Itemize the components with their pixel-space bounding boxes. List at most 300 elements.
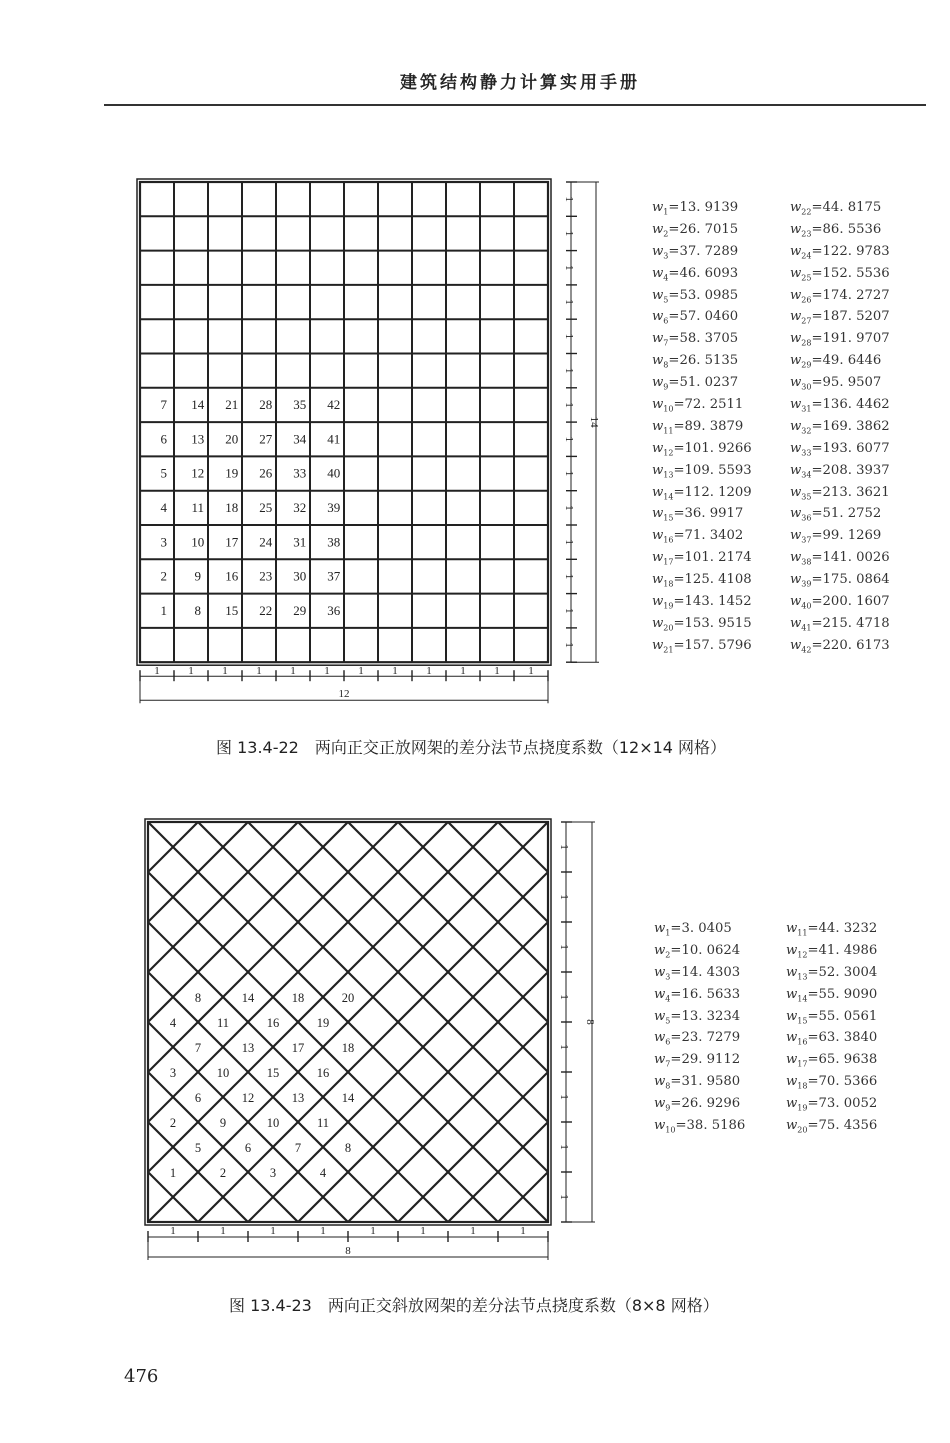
dimension-label: 1 — [563, 402, 575, 408]
node-number: 13 — [191, 431, 205, 447]
coefficient-index: 21 — [663, 645, 674, 655]
coefficient-index: 15 — [663, 514, 674, 524]
node-number: 11 — [191, 499, 205, 515]
dimension-label: 1 — [426, 665, 432, 678]
coefficient-item — [786, 1093, 877, 1115]
coefficient-item — [652, 525, 752, 547]
node-number: 10 — [266, 1116, 280, 1130]
node-number: 8 — [194, 602, 202, 618]
coefficient-index: 7 — [665, 1059, 671, 1069]
coefficient-index: 10 — [663, 404, 674, 414]
coefficient-symbol: w — [652, 265, 664, 281]
coefficient-value: =122. 9783 — [811, 243, 890, 259]
coefficient-value: =72. 2511 — [673, 397, 744, 413]
node-number: 6 — [194, 1091, 202, 1105]
coefficient-symbol: w — [654, 986, 666, 1002]
coefficient-symbol: w — [790, 200, 802, 215]
node-number: 24 — [259, 534, 273, 550]
coefficient-item — [790, 503, 890, 525]
coefficient-value: =95. 9507 — [811, 375, 882, 391]
node-number: 35 — [293, 397, 307, 413]
coefficient-value: =26. 5135 — [668, 353, 739, 369]
node-number: 37 — [327, 568, 341, 584]
node-number: 21 — [225, 397, 239, 413]
coefficient-symbol: w — [790, 506, 802, 522]
dimension-total: 12 — [338, 688, 350, 701]
node-number: 15 — [225, 602, 239, 618]
coefficient-value: =141. 0026 — [811, 550, 890, 566]
coefficient-symbol: w — [652, 615, 664, 631]
coefficient-index: 23 — [801, 229, 812, 239]
node-number: 20 — [225, 431, 239, 447]
node-number: 10 — [216, 1066, 230, 1080]
coefficient-index: 12 — [797, 950, 808, 960]
coefficient-value: =13. 9139 — [668, 200, 739, 215]
coefficient-symbol: w — [786, 1052, 798, 1068]
coefficient-value: =26. 7015 — [668, 221, 739, 237]
coefficient-value: =44. 8175 — [811, 200, 882, 215]
diagonal-line — [120, 822, 148, 1222]
dimension-label: 1 — [290, 665, 296, 678]
coefficient-index: 4 — [665, 994, 671, 1004]
coefficient-index: 18 — [797, 1081, 808, 1091]
coefficient-symbol: w — [790, 221, 802, 237]
coefficient-index: 11 — [797, 928, 808, 938]
node-number: 17 — [225, 534, 239, 550]
coefficient-value: =23. 7279 — [670, 1030, 741, 1046]
coefficient-symbol: w — [652, 375, 664, 391]
coefficient-item — [654, 940, 745, 962]
dimension-label: 1 — [558, 844, 570, 850]
coefficient-value: =51. 2752 — [811, 506, 882, 522]
coefficient-value: =14. 4303 — [670, 964, 741, 980]
coefficient-index: 40 — [801, 601, 812, 611]
coefficient-item — [652, 635, 752, 657]
coefficient-value: =208. 3937 — [811, 462, 890, 478]
coefficient-value: =86. 5536 — [811, 221, 882, 237]
dimension-label: 1 — [320, 1225, 326, 1237]
coefficient-index: 7 — [663, 338, 669, 348]
coefficient-item — [652, 263, 752, 285]
coefficient-index: 31 — [801, 404, 812, 414]
coefficient-value: =125. 4108 — [673, 572, 752, 588]
coefficient-symbol: w — [790, 462, 802, 478]
coefficient-symbol: w — [790, 594, 802, 610]
node-number: 10 — [191, 534, 205, 550]
coefficient-item — [786, 940, 877, 962]
coefficient-item — [652, 241, 752, 263]
coefficient-item — [790, 635, 890, 657]
page-number: 476 — [124, 1366, 159, 1387]
dimension-label: 1 — [563, 230, 575, 237]
coefficient-index: 6 — [663, 317, 669, 327]
coefficient-list-right — [786, 918, 877, 1137]
coefficient-symbol: w — [652, 287, 664, 303]
coefficient-value: =10. 0624 — [670, 942, 741, 958]
coefficient-symbol: w — [654, 1074, 666, 1090]
coefficient-index: 25 — [801, 273, 812, 283]
coefficient-item — [790, 525, 890, 547]
dimension-label: 1 — [563, 367, 575, 374]
dimension-label: 1 — [563, 299, 575, 305]
coefficient-symbol: w — [654, 1008, 666, 1024]
dimension-label: 1 — [222, 665, 228, 678]
node-number: 14 — [241, 991, 255, 1005]
node-number: 23 — [259, 568, 273, 584]
coefficient-item — [786, 1071, 877, 1093]
node-number: 25 — [259, 499, 273, 515]
coefficient-index: 28 — [801, 338, 812, 348]
node-number: 5 — [194, 1141, 202, 1155]
node-number: 15 — [266, 1066, 280, 1080]
coefficient-item — [652, 350, 752, 372]
node-number: 18 — [291, 991, 305, 1005]
coefficient-value: =52. 3004 — [807, 964, 878, 980]
coefficient-item — [654, 1049, 745, 1071]
node-number: 1 — [169, 1166, 177, 1180]
coefficient-item — [786, 1115, 877, 1137]
node-number: 8 — [194, 991, 202, 1005]
coefficient-symbol: w — [652, 572, 664, 588]
coefficient-value: =200. 1607 — [811, 594, 890, 610]
node-number: 29 — [293, 602, 307, 618]
coefficient-item — [654, 984, 745, 1006]
node-number: 2 — [219, 1166, 227, 1180]
node-number: 12 — [241, 1091, 255, 1105]
coefficient-item — [790, 306, 890, 328]
coefficient-item — [790, 416, 890, 438]
node-number: 5 — [160, 465, 168, 481]
coefficient-value: =109. 5593 — [673, 462, 752, 478]
coefficient-index: 38 — [801, 557, 812, 567]
coefficient-item — [652, 482, 752, 504]
coefficient-value: =13. 3234 — [670, 1008, 741, 1024]
coefficient-item — [654, 1027, 745, 1049]
node-number: 3 — [269, 1166, 277, 1180]
coefficient-item — [652, 460, 752, 482]
node-number: 13 — [291, 1091, 305, 1105]
node-number: 7 — [194, 1041, 202, 1055]
coefficient-symbol: w — [654, 964, 666, 980]
node-number: 19 — [225, 465, 239, 481]
coefficient-value: =174. 2727 — [811, 287, 890, 303]
coefficient-item — [652, 394, 752, 416]
node-number: 16 — [266, 1016, 280, 1030]
orthogonal-grid-figure — [120, 170, 620, 720]
coefficient-item — [790, 219, 890, 241]
coefficient-item — [652, 569, 752, 591]
dimension-label: 1 — [558, 1044, 570, 1050]
coefficient-index: 3 — [665, 972, 671, 982]
coefficient-item — [790, 285, 890, 307]
coefficient-symbol: w — [652, 550, 664, 566]
coefficient-item — [790, 460, 890, 482]
node-number: 7 — [294, 1141, 302, 1155]
node-number: 4 — [169, 1016, 177, 1030]
coefficient-symbol: w — [652, 506, 664, 522]
node-number: 20 — [341, 991, 355, 1005]
node-number: 6 — [244, 1141, 252, 1155]
coefficient-item — [652, 372, 752, 394]
coefficient-symbol: w — [790, 637, 802, 653]
coefficient-value: =215. 4718 — [811, 615, 890, 631]
coefficient-symbol: w — [790, 418, 802, 434]
coefficient-value: =29. 9112 — [670, 1052, 741, 1068]
dimension-label: 1 — [558, 944, 570, 950]
coefficient-value: =187. 5207 — [811, 309, 890, 325]
node-number: 28 — [259, 397, 273, 413]
coefficient-value: =152. 5536 — [811, 265, 890, 281]
node-number: 30 — [293, 568, 307, 584]
coefficient-index: 11 — [663, 426, 674, 436]
coefficient-value: =89. 3879 — [673, 418, 744, 434]
coefficient-value: =136. 4462 — [811, 397, 890, 413]
diagonal-grid-figure — [120, 805, 620, 1275]
coefficient-symbol: w — [652, 484, 664, 500]
coefficient-index: 14 — [663, 492, 674, 502]
dimension-label: 1 — [563, 573, 575, 580]
coefficient-value: =112. 1209 — [673, 484, 752, 500]
coefficient-symbol: w — [654, 1052, 666, 1068]
dimension-total: 8 — [584, 1019, 596, 1025]
coefficient-item — [652, 197, 752, 219]
node-number: 26 — [259, 465, 273, 481]
dimension-label: 1 — [558, 1194, 570, 1200]
coefficient-symbol: w — [652, 418, 664, 434]
node-number: 36 — [327, 602, 341, 618]
node-number: 41 — [327, 431, 341, 447]
coefficient-value: =38. 5186 — [675, 1118, 746, 1134]
node-number: 3 — [160, 534, 168, 550]
coefficient-index: 2 — [665, 950, 671, 960]
coefficient-value: =44. 3232 — [807, 921, 878, 936]
node-number: 4 — [319, 1166, 327, 1180]
coefficient-symbol: w — [790, 265, 802, 281]
coefficient-index: 42 — [801, 645, 812, 655]
coefficient-symbol: w — [790, 572, 802, 588]
coefficient-index: 41 — [801, 623, 812, 633]
coefficient-symbol: w — [654, 1030, 666, 1046]
diagonal-line — [120, 822, 348, 1222]
coefficient-symbol: w — [786, 1008, 798, 1024]
coefficient-item — [652, 613, 752, 635]
node-number: 39 — [327, 499, 341, 515]
coefficient-index: 35 — [801, 492, 812, 502]
coefficient-index: 33 — [801, 448, 812, 458]
coefficient-symbol: w — [786, 942, 798, 958]
coefficient-item — [654, 1093, 745, 1115]
coefficient-index: 20 — [797, 1125, 808, 1135]
coefficient-value: =57. 0460 — [668, 309, 739, 325]
coefficient-item — [652, 438, 752, 460]
coefficient-index: 20 — [663, 623, 674, 633]
coefficient-index: 19 — [663, 601, 674, 611]
diagonal-line — [120, 822, 148, 1222]
coefficient-value: =157. 5796 — [673, 637, 752, 653]
node-number: 42 — [327, 397, 341, 413]
coefficient-index: 5 — [663, 295, 669, 305]
coefficient-symbol: w — [652, 309, 664, 325]
coefficient-index: 12 — [663, 448, 674, 458]
coefficient-index: 19 — [797, 1103, 808, 1113]
node-number: 31 — [293, 534, 307, 550]
node-number: 6 — [160, 431, 168, 447]
coefficient-symbol: w — [790, 528, 802, 544]
coefficient-index: 29 — [801, 360, 812, 370]
coefficient-index: 16 — [797, 1038, 808, 1048]
node-number: 13 — [241, 1041, 255, 1055]
coefficient-item — [786, 1027, 877, 1049]
coefficient-symbol: w — [790, 615, 802, 631]
coefficient-value: =169. 3862 — [811, 418, 890, 434]
coefficient-symbol: w — [790, 440, 802, 456]
node-number: 2 — [169, 1116, 177, 1130]
dimension-total: 8 — [345, 1245, 351, 1257]
coefficient-index: 17 — [797, 1059, 808, 1069]
coefficient-index: 39 — [801, 579, 812, 589]
coefficient-symbol: w — [652, 462, 664, 478]
dimension-label: 1 — [470, 1225, 476, 1237]
coefficient-item — [786, 984, 877, 1006]
coefficient-symbol: w — [652, 637, 664, 653]
coefficient-item — [790, 372, 890, 394]
coefficient-value: =16. 5633 — [670, 986, 741, 1002]
dimension-label: 1 — [563, 196, 575, 202]
node-number: 3 — [169, 1066, 177, 1080]
dimension-label: 1 — [563, 333, 575, 340]
coefficient-item — [654, 1071, 745, 1093]
diagonal-line — [498, 822, 620, 1222]
coefficient-item — [652, 306, 752, 328]
diagonal-line — [120, 822, 348, 1222]
coefficient-symbol: w — [786, 986, 798, 1002]
dimension-total: 14 — [588, 416, 600, 428]
coefficient-value: =3. 0405 — [670, 921, 732, 936]
node-number: 14 — [191, 397, 205, 413]
coefficient-value: =71. 3402 — [673, 528, 744, 544]
coefficient-index: 3 — [663, 251, 669, 261]
node-number: 18 — [341, 1041, 355, 1055]
coefficient-item — [790, 438, 890, 460]
coefficient-symbol: w — [652, 594, 664, 610]
coefficient-value: =101. 9266 — [673, 440, 752, 456]
node-number: 1 — [160, 602, 168, 618]
coefficient-item — [790, 591, 890, 613]
coefficient-index: 37 — [801, 536, 812, 545]
coefficient-index: 26 — [801, 295, 812, 305]
coefficient-list-right — [790, 197, 890, 657]
dimension-label: 1 — [220, 1225, 226, 1237]
coefficient-index: 1 — [663, 207, 669, 217]
coefficient-value: =55. 0561 — [807, 1008, 878, 1024]
coefficient-index: 32 — [801, 426, 812, 436]
coefficient-item — [790, 569, 890, 591]
coefficient-item — [790, 613, 890, 635]
dimension-label: 1 — [256, 665, 262, 678]
coefficient-value: =213. 3621 — [811, 484, 890, 500]
coefficient-item — [654, 1115, 745, 1137]
coefficient-symbol: w — [790, 375, 802, 391]
node-number: 34 — [293, 431, 307, 447]
coefficient-value: =58. 3705 — [668, 331, 739, 347]
dimension-label: 1 — [392, 665, 398, 678]
coefficient-value: =55. 9090 — [807, 986, 878, 1002]
coefficient-symbol: w — [786, 964, 798, 980]
coefficient-symbol: w — [654, 921, 666, 936]
coefficient-symbol: w — [652, 353, 664, 369]
dimension-label: 1 — [558, 1144, 570, 1150]
coefficient-value: =70. 5366 — [807, 1074, 878, 1090]
coefficient-value: =37. 7289 — [668, 243, 739, 259]
coefficient-value: =31. 9580 — [670, 1074, 741, 1090]
dimension-label: 1 — [324, 665, 330, 678]
coefficient-symbol: w — [652, 331, 664, 347]
coefficient-symbol: w — [790, 397, 802, 413]
coefficient-value: =65. 9638 — [807, 1052, 878, 1068]
coefficient-item — [790, 263, 890, 285]
coefficient-symbol: w — [790, 243, 802, 259]
coefficient-item — [652, 416, 752, 438]
coefficient-index: 6 — [665, 1038, 671, 1048]
coefficient-value: =143. 1452 — [673, 594, 752, 610]
coefficient-value: =153. 9515 — [673, 615, 752, 631]
coefficient-symbol: w — [652, 200, 664, 215]
dimension-label: 1 — [188, 665, 194, 678]
node-number: 18 — [225, 499, 239, 515]
coefficient-index: 18 — [663, 579, 674, 589]
coefficient-symbol: w — [786, 1074, 798, 1090]
coefficient-value: =101. 2174 — [673, 550, 752, 566]
coefficient-item — [790, 241, 890, 263]
coefficient-index: 14 — [797, 994, 808, 1004]
node-number: 27 — [259, 431, 273, 447]
coefficient-item — [652, 285, 752, 307]
running-header: 建筑结构静力计算实用手册 — [400, 73, 640, 93]
coefficient-value: =53. 0985 — [668, 287, 739, 303]
diagonal-line — [498, 822, 620, 1222]
coefficient-item — [790, 350, 890, 372]
coefficient-item — [786, 1006, 877, 1028]
node-number: 12 — [191, 465, 205, 481]
coefficient-symbol: w — [786, 1096, 798, 1112]
coefficient-item — [652, 547, 752, 569]
dimension-label: 1 — [563, 470, 575, 477]
node-number: 16 — [225, 568, 239, 584]
coefficient-item — [654, 918, 745, 940]
dimension-label: 1 — [370, 1225, 376, 1237]
coefficient-symbol: w — [786, 1118, 798, 1134]
coefficient-item — [790, 482, 890, 504]
coefficient-symbol: w — [790, 484, 802, 500]
coefficient-symbol: w — [652, 221, 664, 237]
node-number: 16 — [316, 1066, 330, 1080]
coefficient-item — [790, 394, 890, 416]
dimension-label: 1 — [563, 505, 575, 511]
coefficient-list-left — [652, 197, 752, 657]
coefficient-symbol: w — [786, 1030, 798, 1046]
node-number: 40 — [327, 465, 341, 481]
coefficient-value: =63. 3840 — [807, 1030, 878, 1046]
node-number: 9 — [219, 1116, 227, 1130]
coefficient-item — [652, 503, 752, 525]
node-number: 11 — [316, 1116, 330, 1130]
dimension-label: 1 — [563, 539, 575, 545]
coefficient-symbol: w — [790, 287, 802, 303]
node-number: 17 — [291, 1041, 305, 1055]
dimension-label: 1 — [563, 608, 575, 614]
coefficient-index: 15 — [797, 1016, 808, 1026]
coefficient-symbol: w — [654, 1096, 666, 1112]
